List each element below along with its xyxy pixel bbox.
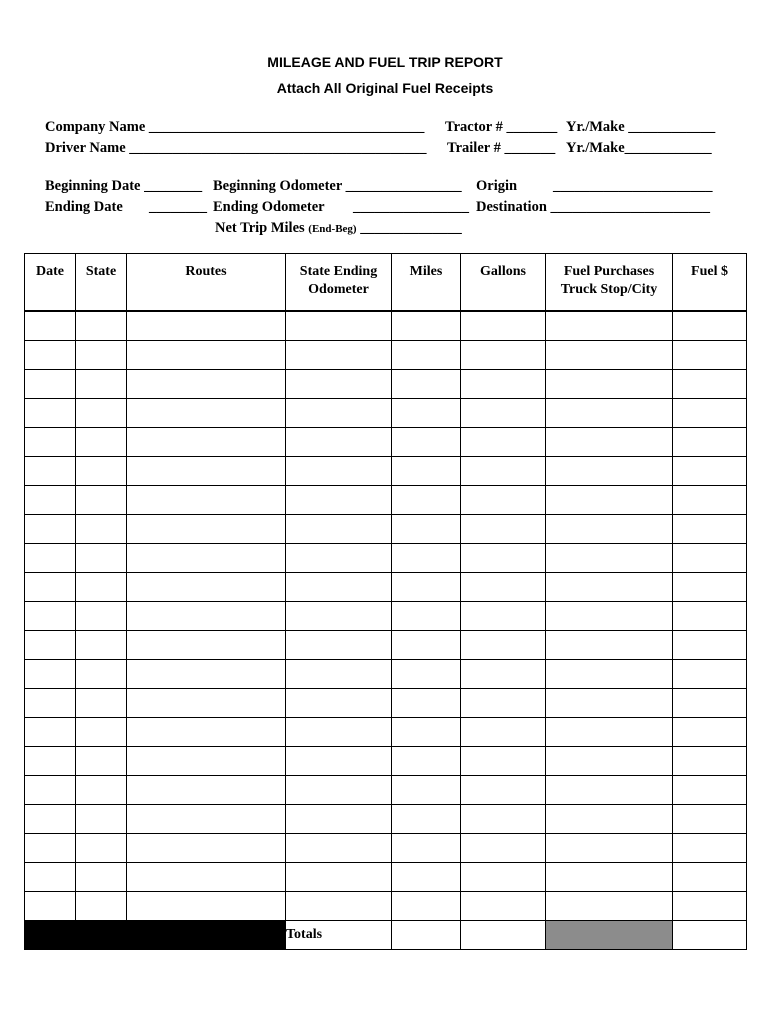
routes-cell[interactable] bbox=[127, 370, 286, 399]
date-cell[interactable] bbox=[25, 399, 76, 428]
state-ending-odometer-cell[interactable] bbox=[286, 515, 392, 544]
beginning-odometer-label: Beginning Odometer bbox=[213, 178, 343, 194]
trailer-label: Trailer # bbox=[447, 140, 501, 156]
gallons-cell[interactable] bbox=[461, 457, 546, 486]
date-cell[interactable] bbox=[25, 718, 76, 747]
totals-gallons-cell[interactable] bbox=[461, 921, 546, 950]
fuel-purchases-cell[interactable] bbox=[546, 892, 673, 921]
fuel-dollars-cell[interactable] bbox=[673, 776, 747, 805]
fuel-purchases-cell[interactable] bbox=[546, 602, 673, 631]
gallons-cell[interactable] bbox=[461, 311, 546, 341]
routes-cell[interactable] bbox=[127, 486, 286, 515]
table-row bbox=[25, 486, 747, 515]
table-row bbox=[25, 457, 747, 486]
table-body bbox=[25, 311, 747, 921]
report-subtitle: Attach All Original Fuel Receipts bbox=[276, 80, 494, 96]
state-cell[interactable] bbox=[76, 805, 127, 834]
report-title: MILEAGE AND FUEL TRIP REPORT bbox=[267, 54, 503, 70]
table-row bbox=[25, 689, 747, 718]
fuel-purchases-cell[interactable] bbox=[546, 544, 673, 573]
fuel-dollars-cell[interactable] bbox=[673, 602, 747, 631]
table-header-row bbox=[25, 254, 747, 312]
fuel-dollars-cell[interactable] bbox=[673, 341, 747, 370]
gallons-cell[interactable] bbox=[461, 747, 546, 776]
routes-cell[interactable] bbox=[127, 602, 286, 631]
state-ending-odometer-cell[interactable] bbox=[286, 805, 392, 834]
column-header-gallons: Gallons bbox=[461, 254, 546, 312]
routes-cell[interactable] bbox=[127, 660, 286, 689]
gallons-cell[interactable] bbox=[461, 892, 546, 921]
miles-cell[interactable] bbox=[392, 428, 461, 457]
routes-cell[interactable] bbox=[127, 776, 286, 805]
routes-cell[interactable] bbox=[127, 544, 286, 573]
miles-cell[interactable] bbox=[392, 892, 461, 921]
tractor-label: Tractor # bbox=[445, 119, 503, 135]
state-cell[interactable] bbox=[76, 486, 127, 515]
state-cell[interactable] bbox=[76, 660, 127, 689]
fuel-dollars-cell[interactable] bbox=[673, 573, 747, 602]
gallons-cell[interactable] bbox=[461, 573, 546, 602]
fuel-purchases-cell[interactable] bbox=[546, 631, 673, 660]
beginning-odometer-field[interactable]: Beginning Odometer ________________ bbox=[213, 178, 462, 194]
state-cell[interactable] bbox=[76, 573, 127, 602]
state-cell[interactable] bbox=[76, 370, 127, 399]
miles-cell[interactable] bbox=[392, 515, 461, 544]
state-cell[interactable] bbox=[76, 863, 127, 892]
table-row bbox=[25, 776, 747, 805]
table-row bbox=[25, 834, 747, 863]
column-header-fuel-dollars: Fuel $ bbox=[673, 254, 747, 312]
ending-odometer-label: Ending Odometer bbox=[213, 199, 325, 215]
routes-cell[interactable] bbox=[127, 341, 286, 370]
miles-cell[interactable] bbox=[392, 660, 461, 689]
state-ending-odometer-cell[interactable] bbox=[286, 602, 392, 631]
miles-cell[interactable] bbox=[392, 311, 461, 341]
state-ending-odometer-cell[interactable] bbox=[286, 341, 392, 370]
date-cell[interactable] bbox=[25, 370, 76, 399]
miles-cell[interactable] bbox=[392, 370, 461, 399]
miles-cell[interactable] bbox=[392, 486, 461, 515]
miles-cell[interactable] bbox=[392, 399, 461, 428]
trailer-field[interactable]: Trailer # _______ bbox=[447, 140, 556, 156]
date-cell[interactable] bbox=[25, 863, 76, 892]
fuel-purchases-cell[interactable] bbox=[546, 718, 673, 747]
driver-name-label: Driver Name bbox=[45, 140, 126, 156]
table-row bbox=[25, 544, 747, 573]
fuel-dollars-cell[interactable] bbox=[673, 834, 747, 863]
column-header-state-ending-odometer: State Ending Odometer bbox=[286, 254, 392, 312]
state-ending-odometer-cell[interactable] bbox=[286, 660, 392, 689]
ending-date-field[interactable]: ________ bbox=[149, 199, 207, 215]
table-row bbox=[25, 515, 747, 544]
routes-cell[interactable] bbox=[127, 428, 286, 457]
gallons-cell[interactable] bbox=[461, 544, 546, 573]
state-ending-odometer-cell[interactable] bbox=[286, 892, 392, 921]
routes-cell[interactable] bbox=[127, 747, 286, 776]
routes-cell[interactable] bbox=[127, 573, 286, 602]
gallons-cell[interactable] bbox=[461, 863, 546, 892]
gallons-cell[interactable] bbox=[461, 428, 546, 457]
gallons-cell[interactable] bbox=[461, 631, 546, 660]
fuel-purchases-cell[interactable] bbox=[546, 805, 673, 834]
fuel-purchases-cell[interactable] bbox=[546, 660, 673, 689]
routes-cell[interactable] bbox=[127, 805, 286, 834]
routes-cell[interactable] bbox=[127, 631, 286, 660]
routes-cell[interactable] bbox=[127, 311, 286, 341]
miles-cell[interactable] bbox=[392, 718, 461, 747]
table-row bbox=[25, 602, 747, 631]
gallons-cell[interactable] bbox=[461, 805, 546, 834]
date-cell[interactable] bbox=[25, 428, 76, 457]
state-ending-odometer-cell[interactable] bbox=[286, 311, 392, 341]
fuel-purchases-cell[interactable] bbox=[546, 747, 673, 776]
state-ending-odometer-cell[interactable] bbox=[286, 834, 392, 863]
date-cell[interactable] bbox=[25, 892, 76, 921]
table-row bbox=[25, 631, 747, 660]
column-header-routes: Routes bbox=[127, 254, 286, 312]
state-cell[interactable] bbox=[76, 428, 127, 457]
column-header-miles: Miles bbox=[392, 254, 461, 312]
gallons-cell[interactable] bbox=[461, 834, 546, 863]
fuel-dollars-cell[interactable] bbox=[673, 515, 747, 544]
table-row bbox=[25, 341, 747, 370]
fuel-dollars-cell[interactable] bbox=[673, 370, 747, 399]
state-cell[interactable] bbox=[76, 631, 127, 660]
date-cell[interactable] bbox=[25, 747, 76, 776]
tractor-yr-make-field[interactable]: Yr./Make ____________ bbox=[566, 119, 716, 135]
routes-cell[interactable] bbox=[127, 892, 286, 921]
state-cell[interactable] bbox=[76, 341, 127, 370]
beginning-date-label: Beginning Date bbox=[45, 178, 141, 194]
fuel-dollars-cell[interactable] bbox=[673, 863, 747, 892]
fuel-dollars-cell[interactable] bbox=[673, 428, 747, 457]
state-cell[interactable] bbox=[76, 776, 127, 805]
state-ending-odometer-cell[interactable] bbox=[286, 863, 392, 892]
gallons-cell[interactable] bbox=[461, 660, 546, 689]
miles-cell[interactable] bbox=[392, 863, 461, 892]
fuel-purchases-cell[interactable] bbox=[546, 515, 673, 544]
net-trip-miles-note: (End-Beg) bbox=[308, 223, 357, 235]
fuel-dollars-cell[interactable] bbox=[673, 805, 747, 834]
fuel-purchases-cell[interactable] bbox=[546, 834, 673, 863]
routes-cell[interactable] bbox=[127, 689, 286, 718]
date-cell[interactable] bbox=[25, 602, 76, 631]
routes-cell[interactable] bbox=[127, 457, 286, 486]
fuel-purchases-cell[interactable] bbox=[546, 863, 673, 892]
date-cell[interactable] bbox=[25, 689, 76, 718]
table-row bbox=[25, 370, 747, 399]
net-trip-miles-label: Net Trip Miles bbox=[215, 220, 305, 236]
company-name-field[interactable]: Company Name ______________________________________ bbox=[45, 119, 425, 135]
fuel-purchases-cell[interactable] bbox=[546, 573, 673, 602]
fuel-dollars-cell[interactable] bbox=[673, 311, 747, 341]
miles-cell[interactable] bbox=[392, 834, 461, 863]
gallons-cell[interactable] bbox=[461, 602, 546, 631]
state-ending-odometer-cell[interactable] bbox=[286, 544, 392, 573]
table-row bbox=[25, 660, 747, 689]
gallons-cell[interactable] bbox=[461, 341, 546, 370]
company-name-label: Company Name bbox=[45, 119, 146, 135]
fuel-dollars-cell[interactable] bbox=[673, 892, 747, 921]
miles-cell[interactable] bbox=[392, 631, 461, 660]
tractor-yr-make-label: Yr./Make bbox=[566, 119, 625, 135]
fuel-purchases-cell[interactable] bbox=[546, 689, 673, 718]
destination-label: Destination bbox=[476, 199, 547, 215]
state-cell[interactable] bbox=[76, 892, 127, 921]
table-row bbox=[25, 892, 747, 921]
fuel-dollars-cell[interactable] bbox=[673, 457, 747, 486]
gallons-cell[interactable] bbox=[461, 718, 546, 747]
routes-cell[interactable] bbox=[127, 718, 286, 747]
routes-cell[interactable] bbox=[127, 399, 286, 428]
table-row bbox=[25, 428, 747, 457]
fuel-purchases-cell[interactable] bbox=[546, 776, 673, 805]
fuel-purchases-cell[interactable] bbox=[546, 457, 673, 486]
state-cell[interactable] bbox=[76, 602, 127, 631]
totals-blackout-cell bbox=[25, 921, 286, 950]
gallons-cell[interactable] bbox=[461, 689, 546, 718]
date-cell[interactable] bbox=[25, 515, 76, 544]
fuel-dollars-cell[interactable] bbox=[673, 486, 747, 515]
trailer-yr-make-field[interactable]: Yr./Make____________ bbox=[566, 140, 712, 156]
state-ending-odometer-cell[interactable] bbox=[286, 486, 392, 515]
tractor-field[interactable]: Tractor # _______ bbox=[445, 119, 558, 135]
state-ending-odometer-cell[interactable] bbox=[286, 370, 392, 399]
routes-cell[interactable] bbox=[127, 863, 286, 892]
state-ending-odometer-cell[interactable] bbox=[286, 399, 392, 428]
date-cell[interactable] bbox=[25, 776, 76, 805]
date-cell[interactable] bbox=[25, 660, 76, 689]
date-cell[interactable] bbox=[25, 805, 76, 834]
state-ending-odometer-cell[interactable] bbox=[286, 573, 392, 602]
gallons-cell[interactable] bbox=[461, 399, 546, 428]
column-header-fuel-purchases: Fuel Purchases Truck Stop/City bbox=[546, 254, 673, 312]
gallons-cell[interactable] bbox=[461, 776, 546, 805]
ending-date-label: Ending Date bbox=[45, 199, 123, 215]
fuel-purchases-cell[interactable] bbox=[546, 311, 673, 341]
state-ending-odometer-cell[interactable] bbox=[286, 631, 392, 660]
miles-cell[interactable] bbox=[392, 689, 461, 718]
table-row bbox=[25, 805, 747, 834]
destination-field[interactable]: Destination ______________________ bbox=[476, 199, 711, 215]
miles-cell[interactable] bbox=[392, 573, 461, 602]
state-ending-odometer-cell[interactable] bbox=[286, 718, 392, 747]
origin-field[interactable]: ______________________ bbox=[553, 178, 713, 194]
fuel-purchases-cell[interactable] bbox=[546, 370, 673, 399]
routes-cell[interactable] bbox=[127, 515, 286, 544]
miles-cell[interactable] bbox=[392, 457, 461, 486]
fuel-dollars-cell[interactable] bbox=[673, 544, 747, 573]
origin-label: Origin bbox=[476, 178, 518, 194]
state-cell[interactable] bbox=[76, 544, 127, 573]
routes-cell[interactable] bbox=[127, 834, 286, 863]
trip-log-table bbox=[24, 253, 747, 950]
fuel-dollars-cell[interactable] bbox=[673, 631, 747, 660]
beginning-date-field[interactable]: Beginning Date ________ bbox=[45, 178, 203, 194]
totals-miles-cell[interactable] bbox=[392, 921, 461, 950]
state-cell[interactable] bbox=[76, 747, 127, 776]
column-header-state: State bbox=[76, 254, 127, 312]
gallons-cell[interactable] bbox=[461, 370, 546, 399]
table-row bbox=[25, 718, 747, 747]
fuel-purchases-cell[interactable] bbox=[546, 341, 673, 370]
state-cell[interactable] bbox=[76, 834, 127, 863]
state-ending-odometer-cell[interactable] bbox=[286, 776, 392, 805]
state-cell[interactable] bbox=[76, 515, 127, 544]
state-ending-odometer-cell[interactable] bbox=[286, 747, 392, 776]
date-cell[interactable] bbox=[25, 341, 76, 370]
fuel-dollars-cell[interactable] bbox=[673, 689, 747, 718]
fuel-dollars-cell[interactable] bbox=[673, 399, 747, 428]
driver-name-field[interactable]: Driver Name _________________________________________ bbox=[45, 140, 427, 156]
date-cell[interactable] bbox=[25, 311, 76, 341]
miles-cell[interactable] bbox=[392, 776, 461, 805]
totals-row bbox=[25, 921, 747, 950]
state-cell[interactable] bbox=[76, 689, 127, 718]
state-cell[interactable] bbox=[76, 399, 127, 428]
date-cell[interactable] bbox=[25, 834, 76, 863]
fuel-dollars-cell[interactable] bbox=[673, 718, 747, 747]
state-ending-odometer-cell[interactable] bbox=[286, 457, 392, 486]
date-cell[interactable] bbox=[25, 544, 76, 573]
miles-cell[interactable] bbox=[392, 747, 461, 776]
date-cell[interactable] bbox=[25, 573, 76, 602]
net-trip-miles-field[interactable]: Net Trip Miles (End-Beg) ______________ bbox=[215, 220, 462, 236]
state-cell[interactable] bbox=[76, 718, 127, 747]
table-row bbox=[25, 311, 747, 341]
fuel-purchases-cell[interactable] bbox=[546, 399, 673, 428]
miles-cell[interactable] bbox=[392, 602, 461, 631]
fuel-purchases-cell[interactable] bbox=[546, 428, 673, 457]
date-cell[interactable] bbox=[25, 486, 76, 515]
totals-label: Totals bbox=[286, 921, 392, 950]
date-cell[interactable] bbox=[25, 457, 76, 486]
state-cell[interactable] bbox=[76, 457, 127, 486]
state-ending-odometer-cell[interactable] bbox=[286, 428, 392, 457]
miles-cell[interactable] bbox=[392, 805, 461, 834]
column-header-date: Date bbox=[25, 254, 76, 312]
table-row bbox=[25, 747, 747, 776]
gallons-cell[interactable] bbox=[461, 515, 546, 544]
table-row bbox=[25, 399, 747, 428]
miles-cell[interactable] bbox=[392, 341, 461, 370]
totals-fuel-dollars-cell[interactable] bbox=[673, 921, 747, 950]
fuel-purchases-cell[interactable] bbox=[546, 486, 673, 515]
gallons-cell[interactable] bbox=[461, 486, 546, 515]
state-ending-odometer-cell[interactable] bbox=[286, 689, 392, 718]
table-row bbox=[25, 863, 747, 892]
state-cell[interactable] bbox=[76, 311, 127, 341]
fuel-dollars-cell[interactable] bbox=[673, 660, 747, 689]
miles-cell[interactable] bbox=[392, 544, 461, 573]
ending-odometer-field[interactable]: ________________ bbox=[353, 199, 469, 215]
table-row bbox=[25, 573, 747, 602]
fuel-dollars-cell[interactable] bbox=[673, 747, 747, 776]
date-cell[interactable] bbox=[25, 631, 76, 660]
totals-shaded-cell bbox=[546, 921, 673, 950]
trailer-yr-make-label: Yr./Make bbox=[566, 140, 625, 156]
